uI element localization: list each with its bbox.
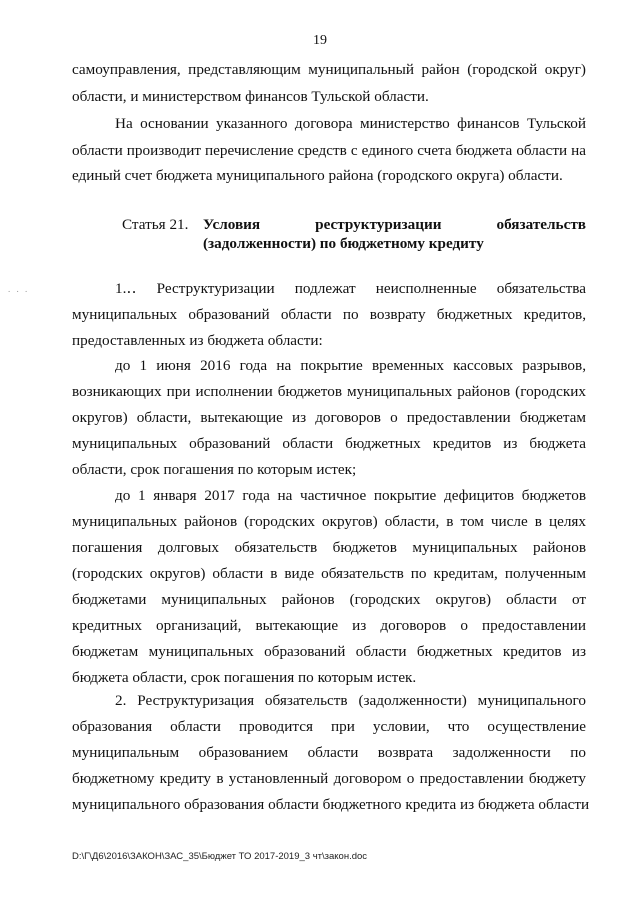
text-line: самоуправления, представляющим муниципальный район (городской округ) <box>72 61 586 78</box>
page-number: 19 <box>313 33 327 48</box>
article-label: Статья 21. <box>122 216 189 233</box>
text-line: до 1 января 2017 года на частичное покрытие дефицитов бюджетов <box>115 487 586 504</box>
text-line: 1.․․ Реструктуризации подлежат неисполненные обязательства <box>115 280 586 297</box>
text-line: 2. Реструктуризация обязательств (задолженности) муниципального <box>115 692 586 709</box>
text-line: кредитных организаций, вытекающие из договоров о предоставлении <box>72 617 586 634</box>
article-title-line1: Условия реструктуризации обязательств <box>203 216 586 233</box>
text-line: муниципальных районов (городских округов) области, в том числе в целях <box>72 513 586 530</box>
text-line: На основании указанного договора министерство финансов Тульской <box>115 115 586 132</box>
article-title-line2: (задолженности) по бюджетному кредиту <box>203 235 484 252</box>
text-line: области производит перечисление средств с единого счета бюджета области на <box>72 142 586 159</box>
text-line: бюджетам муниципальных образований области бюджетных кредитов из <box>72 643 586 660</box>
margin-marks: . . . <box>8 284 30 294</box>
text-line: возникающих при исполнении бюджетов муниципальных районов (городских <box>72 383 586 400</box>
text-line: муниципальных образований области по возврату бюджетных кредитов, <box>72 306 586 323</box>
text-line: муниципальным образованием области возврата задолженности по <box>72 744 586 761</box>
text-line: муниципальных образований области бюджетных кредитов из бюджета <box>72 435 586 452</box>
text-line: области, срок погашения по которым истек; <box>72 461 357 478</box>
text-line: единый счет бюджета муниципального района (городского округа) области. <box>72 167 563 184</box>
text-line: бюджетами муниципальных районов (городских округов) области от <box>72 591 586 608</box>
text-line: бюджета области, срок погашения по которым истек. <box>72 669 417 686</box>
text-line: погашения долговых обязательств бюджетов муниципальных районов <box>72 539 586 556</box>
text-line: (городских округов) области в виде обязательств по кредитам, полученным <box>72 565 586 582</box>
text-line: предоставленных из бюджета области: <box>72 332 323 349</box>
text-line: образования области проводится при условии, что осуществление <box>72 718 586 735</box>
text-line: округов) области, вытекающие из договоров о предоставлении бюджетам <box>72 409 586 426</box>
text-line: бюджетному кредиту в установленный договором о предоставлении бюджету <box>72 770 586 787</box>
text-line: до 1 июня 2016 года на покрытие временных кассовых разрывов, <box>115 357 586 374</box>
text-line: муниципального образования области бюджетного кредита из бюджета области <box>72 796 590 813</box>
file-path-footer: D:\Г\Д6\2016\ЗАКОН\ЗАС_35\Бюджет ТО 2017-2019_3 чт\закон.doc <box>72 851 368 862</box>
text-line: области, и министерством финансов Тульской области. <box>72 88 429 105</box>
